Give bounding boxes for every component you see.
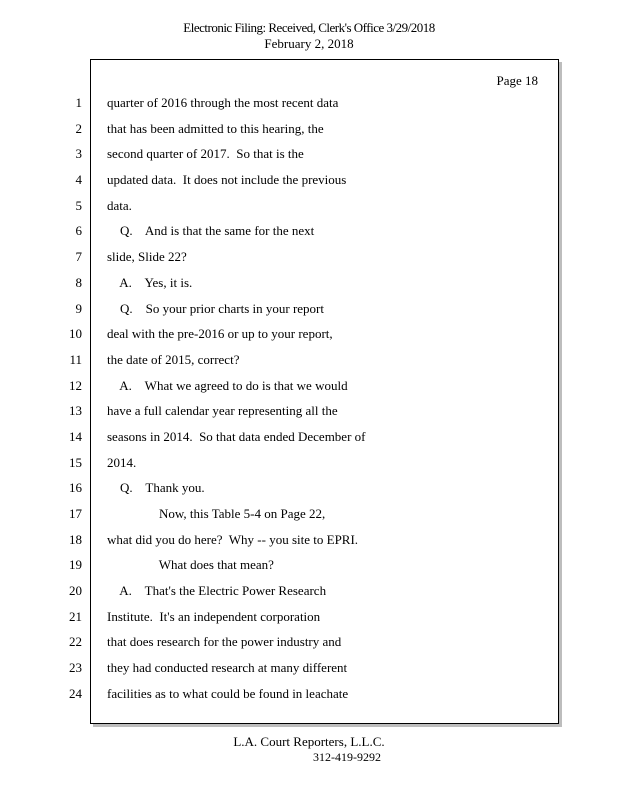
transcript-line bbox=[0, 218, 618, 244]
transcript-line bbox=[0, 321, 618, 347]
line-text: that has been admitted to this hearing, the bbox=[107, 120, 324, 136]
line-number: 18 bbox=[69, 531, 82, 547]
line-number: 10 bbox=[69, 326, 82, 342]
line-number: 13 bbox=[69, 403, 82, 419]
line-text: A. What we agreed to do is that we would bbox=[107, 377, 348, 393]
transcript-line bbox=[0, 90, 618, 116]
reporter-company: L.A. Court Reporters, L.L.C. bbox=[233, 734, 385, 749]
line-number: 8 bbox=[75, 274, 82, 290]
line-text: what did you do here? Why -- you site to EPRI. bbox=[107, 531, 359, 547]
line-number: 23 bbox=[69, 660, 82, 676]
line-number: 5 bbox=[75, 197, 82, 213]
transcript-line bbox=[0, 552, 618, 578]
transcript-line bbox=[0, 681, 618, 707]
transcript-line bbox=[0, 604, 618, 630]
line-text: seasons in 2014. So that data ended December of bbox=[107, 428, 366, 444]
line-number: 20 bbox=[69, 583, 82, 599]
line-number: 15 bbox=[69, 454, 82, 470]
line-text: quarter of 2016 through the most recent data bbox=[107, 95, 339, 110]
line-number: 21 bbox=[69, 608, 82, 624]
transcript-line bbox=[0, 424, 618, 450]
line-text: the date of 2015, correct? bbox=[107, 351, 240, 367]
line-text: What does that mean? bbox=[107, 557, 274, 573]
transcript-line bbox=[0, 296, 618, 322]
transcript-line bbox=[0, 347, 618, 373]
line-number: 24 bbox=[69, 685, 82, 701]
line-number: 6 bbox=[75, 223, 82, 239]
reporter-phone: 312-419-9292 bbox=[313, 750, 381, 764]
line-number: 22 bbox=[69, 634, 82, 650]
transcript-line bbox=[0, 475, 618, 501]
line-text: Now, this Table 5-4 on Page 22, bbox=[107, 506, 326, 521]
line-text: second quarter of 2017. So that is the bbox=[107, 146, 304, 162]
filing-stamp: Electronic Filing: Received, Clerk's Office 3/29/2018 bbox=[183, 20, 435, 35]
page-number: Page 18 bbox=[496, 73, 538, 88]
transcript-lines bbox=[0, 90, 618, 707]
line-number: 9 bbox=[75, 300, 82, 316]
line-number: 17 bbox=[69, 506, 82, 521]
transcript-line bbox=[0, 527, 618, 553]
line-number: 4 bbox=[75, 172, 82, 188]
line-number: 7 bbox=[75, 249, 82, 265]
line-number: 14 bbox=[69, 428, 82, 444]
line-number: 1 bbox=[75, 95, 82, 110]
line-text: Q. And is that the same for the next bbox=[107, 223, 315, 239]
line-text: updated data. It does not include the previous bbox=[107, 172, 347, 188]
line-text: data. bbox=[107, 197, 132, 213]
line-text: 2014. bbox=[107, 454, 137, 470]
transcript-line bbox=[0, 116, 618, 142]
transcript-line bbox=[0, 167, 618, 193]
line-text: Q. Thank you. bbox=[107, 480, 205, 496]
transcript-line bbox=[0, 501, 618, 527]
line-number: 12 bbox=[69, 377, 82, 393]
transcript-line bbox=[0, 629, 618, 655]
transcript-line bbox=[0, 578, 618, 604]
transcript-line bbox=[0, 270, 618, 296]
transcript-date: February 2, 2018 bbox=[264, 36, 354, 51]
line-number: 2 bbox=[75, 120, 82, 136]
transcript-line bbox=[0, 373, 618, 399]
line-text: Institute. It's an independent corporation bbox=[107, 608, 321, 624]
line-text: A. That's the Electric Power Research bbox=[107, 583, 327, 599]
line-text: that does research for the power industry and bbox=[107, 634, 342, 650]
line-text: Q. So your prior charts in your report bbox=[107, 300, 324, 316]
line-text: slide, Slide 22? bbox=[107, 249, 187, 265]
line-text: they had conducted research at many different bbox=[107, 660, 348, 676]
line-number: 19 bbox=[69, 557, 82, 573]
transcript-line bbox=[0, 450, 618, 476]
line-text: have a full calendar year representing all the bbox=[107, 403, 338, 419]
transcript-line bbox=[0, 398, 618, 424]
line-text: facilities as to what could be found in leachate bbox=[107, 685, 349, 701]
transcript-line bbox=[0, 655, 618, 681]
line-number: 11 bbox=[69, 351, 82, 367]
line-text: A. Yes, it is. bbox=[107, 274, 193, 290]
line-number: 16 bbox=[69, 480, 82, 496]
transcript-line bbox=[0, 193, 618, 219]
transcript-line bbox=[0, 244, 618, 270]
transcript-line bbox=[0, 141, 618, 167]
line-text: deal with the pre-2016 or up to your report, bbox=[107, 326, 333, 342]
line-number: 3 bbox=[75, 146, 82, 162]
